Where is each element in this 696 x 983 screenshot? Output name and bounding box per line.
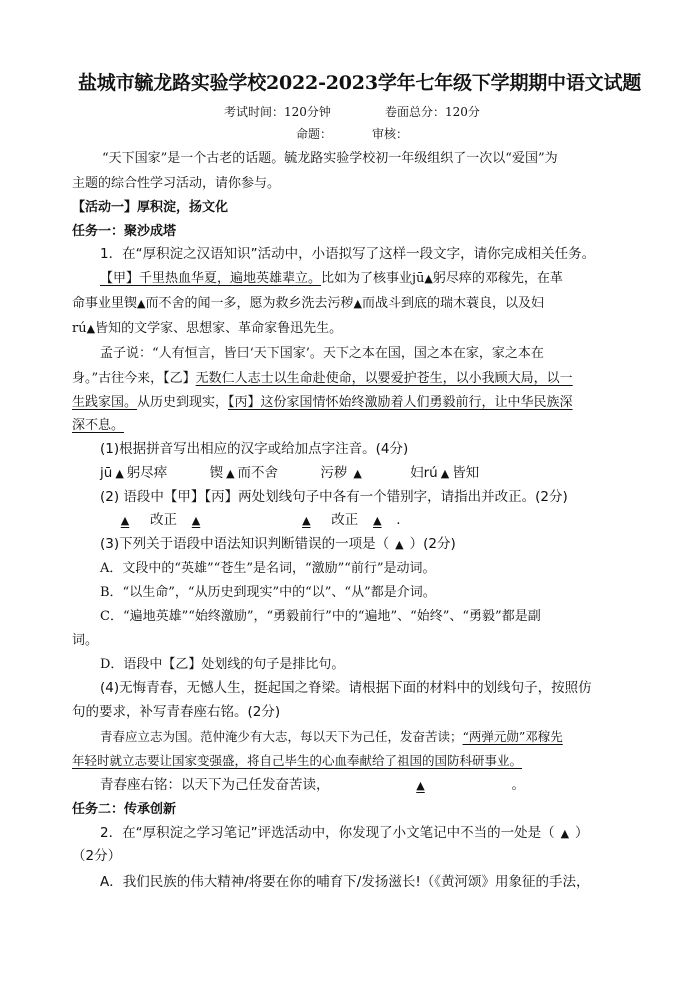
task-1-heading: 任务一：聚沙成塔 [72,224,177,239]
passage-text: 躬尽瘁的邓稼先，在革 [432,271,563,286]
passage-line-1 [100,272,563,285]
answer-blank[interactable] [100,514,150,528]
passage-line-5 [72,372,573,385]
activity-1-heading: 【活动一】厚积淀，扬文化 [72,200,229,215]
motto-end: 。 [511,777,525,793]
answer-blank[interactable]: ▲ [560,827,570,840]
motto-line [100,779,525,793]
blank-marker: ▲ [353,297,362,310]
passage-line-3 [72,322,342,335]
blank-marker: ▲ [416,779,425,792]
reviewer-label: 审核： [372,127,409,141]
exam-time: 考试时间：120分钟 [224,105,331,119]
word-wu-hui: 污秽 [320,465,348,481]
subquestion-3-score: ）(2分) [409,536,456,552]
option-b: B．“以生命”，“从历史到现实”中的“以”、“从”都是介词。 [100,585,436,600]
passage-text: 皆知的文学家、思想家、革命家鲁迅先生。 [95,321,343,336]
passage-line-2 [72,297,544,310]
subquestion-1: (1)根据拼音写出相应的汉字或给加点字注音。(4分) [100,441,409,457]
setter-label: 命题： [296,127,333,141]
passage-text: 比如为了核事业jū [321,271,425,286]
blank-marker: ▲ [424,272,433,285]
passage-text: 身。”古往今来，【乙】 [72,371,196,386]
bing-underlined-sentence: 【丙】这份家国情怀始终激励着人们勇毅前行，让中华民族深 [228,395,573,410]
total-score: 卷面总分：120分 [385,105,480,119]
answer-blank[interactable]: ▲ [353,467,362,480]
question-2-score: （2分） [72,848,122,864]
passage-line-7: 深不息。 [72,418,125,433]
intro-line-2: 主题的综合性学习活动，请你参与。 [72,176,281,191]
option-d: D．语段中【乙】处划线的句子是排比句。 [100,657,345,672]
subquestion-1-answers [100,467,620,481]
pinyin-ju: jū [100,465,113,481]
blank-marker: ▲ [137,297,146,310]
subquestion-4: (4)无悔青春，无憾人生，挺起国之脊梁。请根据下面的材料中的划线句子，按照仿 [100,680,592,696]
word-qie-er-bu-she: 而不舍 [237,465,279,481]
passage-text: 命事业里锲 [72,296,138,311]
intro-line-1: “天下国家”是一个古老的话题。毓龙路实验学校初一年级组织了一次以“爱国”为 [102,151,558,166]
option-a: A．文段中的“英雄”“苍生”是名词，“激励”“前行”是动词。 [100,561,436,576]
material-underlined: “两弹元勋”邓稼先 [462,729,563,744]
question-2-text: 2．在“厚积淀之学习笔记”评选活动中，你发现了小文笔记中不当的一处是（ [100,825,555,841]
pinyin-fu-ru: 妇rú [410,465,438,481]
question-2-stem [100,827,589,841]
blank-marker: ▲ [120,514,130,527]
option-c: C．“遍地英雄”“始终激励”，“勇毅前行”中的“遍地”、“始终”、“勇毅”都是副 [100,609,541,624]
material-text: 青春应立志为国。范仲淹少有大志，每以天下为己任，发奋苦读； [100,729,463,744]
answer-blank[interactable]: ▲ [395,538,404,551]
passage-text: rú [72,321,87,336]
motto-text: 青春座右铭：以天下为己任发奋苦读， [100,777,330,793]
subquestion-2: (2) 语段中【甲】【丙】两处划线句子中各有一个错别字，请指出并改正。(2分) [100,489,568,505]
char-qie: 锲 [209,465,224,481]
question-2-paren: ） [575,825,589,841]
subquestion-3-text: (3)下列关于语段中语法知识判断错误的一项是（ [100,536,390,552]
yi-underlined-sentence: 无数仁人志士以生命赴使命，以婴爱护苍生，以小我顾大局，以一 [195,371,573,386]
passage-text: 而不舍的闻一多，愿为救乡洗去污秽 [145,296,354,311]
motto-answer-blank[interactable] [330,779,512,793]
task-2-heading: 任务二：传承创新 [72,802,177,817]
option-c-continued: 词。 [72,633,99,648]
answer-blank[interactable]: ▲ [440,467,450,480]
answer-blank[interactable] [177,514,215,528]
word-ju-gong-jin-cui: 躬尽瘁 [126,465,168,481]
material-line-1 [100,731,563,744]
yi-underlined-sentence-end: 生践家国。 [72,395,138,410]
fix-label-2: 改正 [331,512,359,528]
question-2-option-a: A．我们民族的伟大精神/将要在你的哺育下/发扬滋长!（《黄河颂》用象征的手法， [100,874,590,890]
material-line-2: 年轻时就立志要让国家变强盛，将自己毕生的心血奉献给了祖国的国防科研事业。 [72,753,523,768]
answer-blank[interactable]: ▲ [115,467,124,480]
jia-underlined-sentence: 【甲】千里热血华夏，遍地英雄辈立。 [100,271,322,286]
answer-blank[interactable] [358,514,396,528]
question-1-stem: 1．在“厚积淀之汉语知识”活动中，小语拟写了这样一段文字，请你完成相关任务。 [100,246,596,262]
passage-text: 而战斗到底的瑞木蓑良，以及妇 [361,296,544,311]
subquestion-3 [100,538,456,552]
fix-label-1: 改正 [150,512,177,528]
answer-blank[interactable] [281,514,331,528]
subquestion-2-answers: ▲ 改正 ▲ ▲ 改正 ▲ . [100,514,401,528]
blank-marker: ▲ [86,322,96,335]
passage-line-6 [72,396,573,409]
blank-marker: ▲ [191,514,201,527]
passage-text: 从历史到现实， [137,395,229,410]
word-jie-zhi: 皆知 [452,465,480,481]
blank-marker: ▲ [373,514,382,527]
answer-blank[interactable]: ▲ [226,467,235,480]
subquestion-4-continued: 句的要求，补写青春座右铭。(2分) [72,704,281,720]
blank-marker: ▲ [302,514,311,527]
passage-line-4: 孟子说：“人有恒言，皆曰‘天下国家’。天下之本在国，国之本在家，家之本在 [100,346,544,361]
page-title: 盐城市毓龙路实验学校2022-2023学年七年级下学期期中语文试题 [78,72,642,94]
